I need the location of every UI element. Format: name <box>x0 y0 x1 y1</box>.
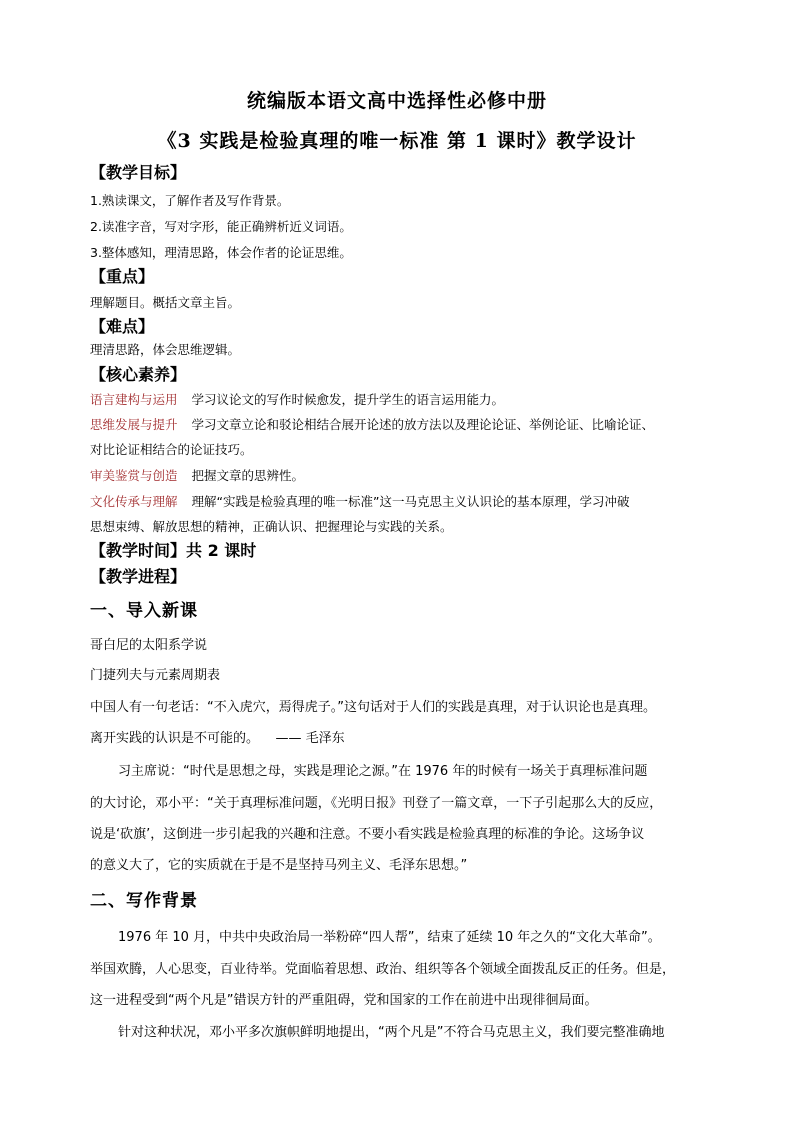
paragraph-line: 哥白尼的太阳系学说 <box>90 638 208 653</box>
paragraph-line: 举国欢腾，人心思变，百业待举。党面临着思想、政治、组织等各个领域全面拨乱反正的任务。但是， <box>90 962 676 977</box>
paragraph-line: 中国人有一句老话：“不入虎穴，焉得虎子。”这句话对于人们的实践是真理，对于认识论也是真理。 <box>90 700 656 715</box>
section2-title: 二、写作背景 <box>90 891 198 911</box>
paragraph-line: 针对这种状况，邓小平多次旗帜鲜明地提出，“两个凡是”不符合马克思主义，我们要完整准确地 <box>118 1025 665 1040</box>
literacy-label: 思维发展与提升 <box>90 417 178 432</box>
quote-line: 的大讨论，邓小平：“关于真理标准问题，《光明日报》刊登了一篇文章，一下子引起那么大的反应， <box>90 796 663 811</box>
paragraph-line: 这一进程受到“两个凡是”错误方针的严重阻碍，党和国家的工作在前进中出现徘徊局面。 <box>90 993 598 1008</box>
quote-line: 习主席说：“时代是思想之母，实践是理论之源。”在 1976 年的时候有一场关于真理标准问题 <box>118 764 648 779</box>
literacy-text-cont: 对比论证相结合的论证技巧。 <box>90 442 253 457</box>
document-title: 统编版本语文高中选择性必修中册 <box>246 90 547 112</box>
goal-item: 2.读准字音，写对字形，能正确辨析近义词语。 <box>90 219 352 234</box>
time-heading: 【教学时间】共 2 课时 <box>90 541 257 560</box>
section1-title: 一、导入新课 <box>90 601 198 621</box>
literacy-item <box>90 415 654 433</box>
literacy-text: 把握文章的思辨性。 <box>191 468 305 483</box>
key-point-text: 理解题目。概括文章主旨。 <box>90 295 241 310</box>
literacy-text: 理解“实践是检验真理的唯一标准”这一马克思主义认识论的基本原理，学习冲破 <box>191 494 630 509</box>
goal-item: 3.整体感知，理清思路，体会作者的论证思维。 <box>90 245 352 260</box>
paragraph-line: 门捷列夫与元素周期表 <box>90 668 221 683</box>
document-subtitle: 《3 实践是检验真理的唯一标准 第 1 课时》教学设计 <box>157 130 637 152</box>
literacy-text: 学习文章立论和驳论相结合展开论述的放方法以及理论论证、举例论证、比喻论证、 <box>191 417 655 432</box>
literacy-item <box>90 492 629 510</box>
literacy-item <box>90 466 304 484</box>
literacy-label: 文化传承与理解 <box>90 494 178 509</box>
quote-line: 说是‘砍旗’，这倒进一步引起我的兴趣和注意。不要小看实践是检验真理的标准的争论。这场争议 <box>90 827 645 842</box>
literacy-item <box>90 390 504 408</box>
difficulty-heading: 【难点】 <box>90 317 155 336</box>
difficulty-text: 理清思路，体会思维逻辑。 <box>90 342 241 357</box>
goal-item: 1.熟读课文，了解作者及写作背景。 <box>90 193 290 208</box>
goals-heading: 【教学目标】 <box>90 163 187 182</box>
literacy-label: 审美鉴赏与创造 <box>90 468 178 483</box>
literacy-text-cont: 思想束缚、解放思想的精神，正确认识、把握理论与实践的关系。 <box>90 519 453 534</box>
literacy-text: 学习议论文的写作时候愈发，提升学生的语言运用能力。 <box>191 392 505 407</box>
literacy-heading: 【核心素养】 <box>90 365 187 384</box>
key-point-heading: 【重点】 <box>90 267 155 286</box>
paragraph-line: 离开实践的认识是不可能的。 —— 毛泽东 <box>90 731 345 746</box>
process-heading: 【教学进程】 <box>90 567 187 586</box>
paragraph-line: 1976 年 10 月，中共中央政治局一举粉碎“四人帮”，结束了延续 10 年之久的“文化大革命”。 <box>118 930 661 945</box>
literacy-label: 语言建构与运用 <box>90 392 178 407</box>
quote-line: 的意义大了，它的实质就在于是不是坚持马列主义、毛泽东思想。” <box>90 858 468 873</box>
